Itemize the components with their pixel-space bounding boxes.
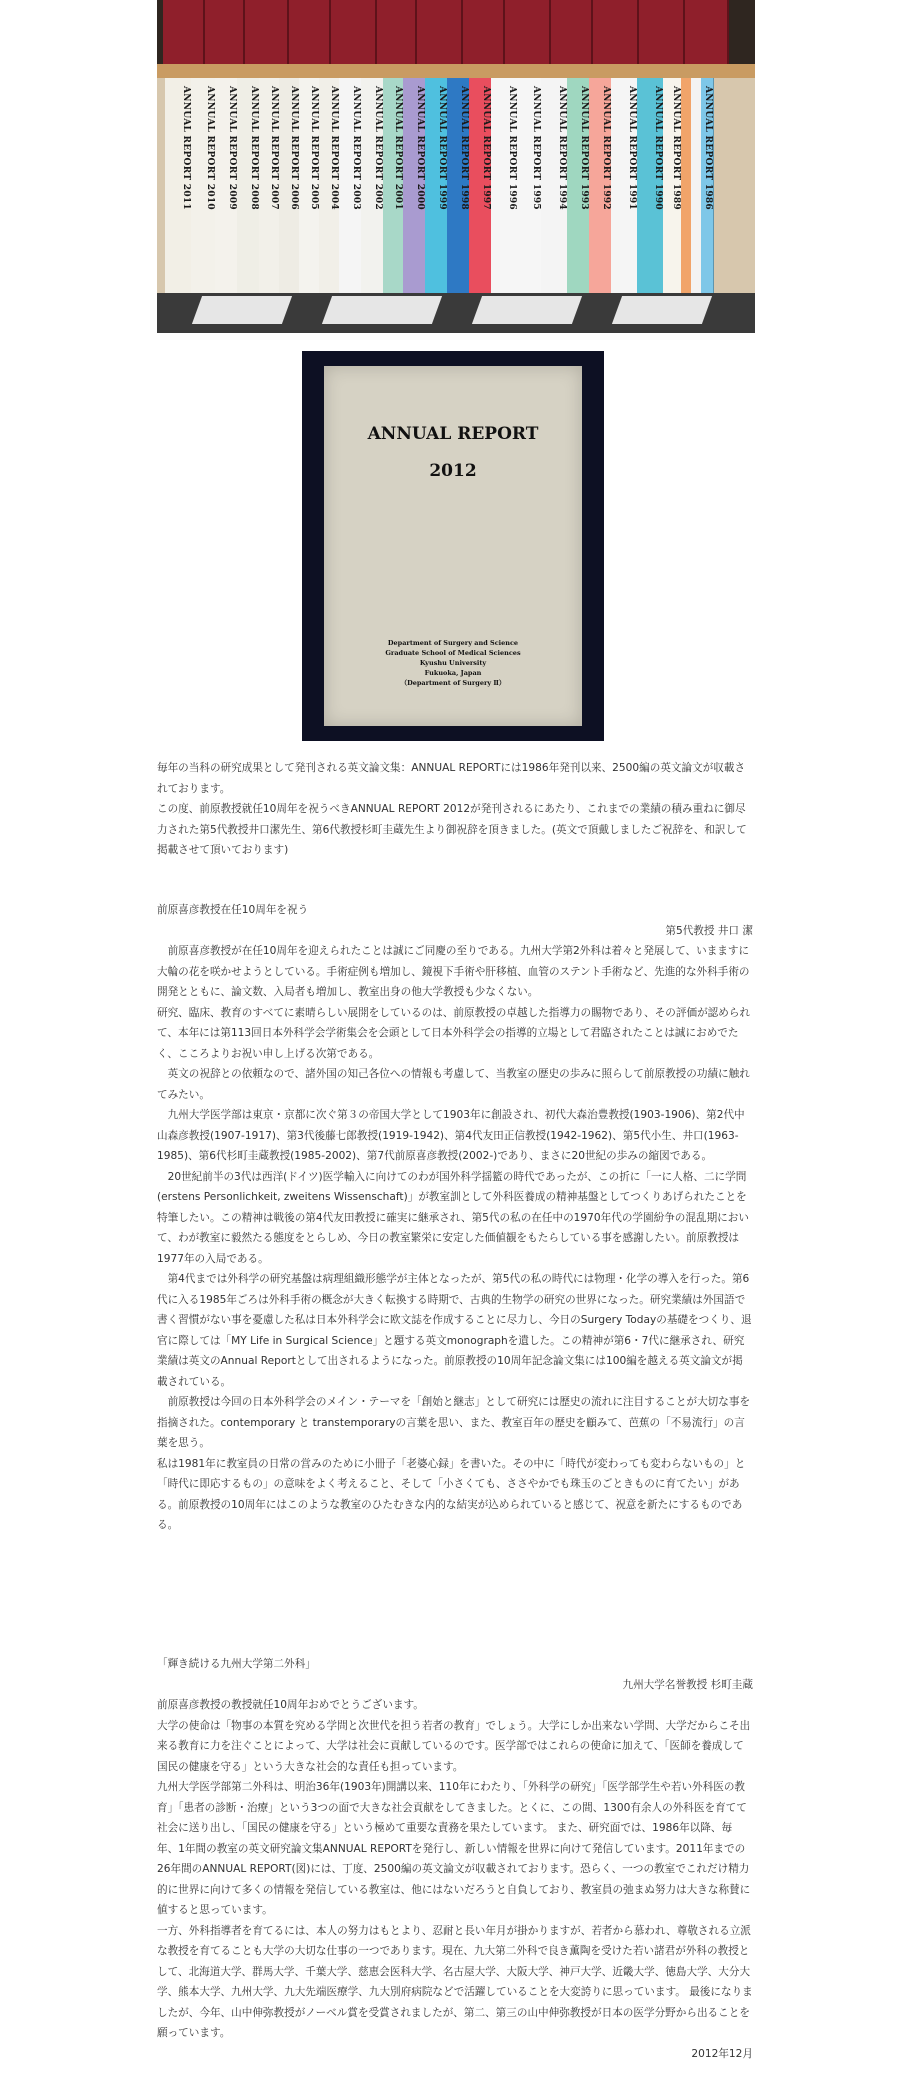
spine-label: ANNUAL REPORT 2004 (329, 86, 339, 210)
report-spine (611, 78, 638, 293)
report-spine (361, 78, 384, 293)
spine-label: ANNUAL REPORT 2001 (393, 86, 403, 210)
annual-report-spines (165, 78, 747, 293)
intro-paragraph: 毎年の当科の研究成果として発刊される英文論文集：ANNUAL REPORTには1986年発刊以来、2500編の英文論文が収載されております。 (157, 762, 746, 795)
spine-label: ANNUAL REPORT 2009 (227, 86, 237, 210)
body-paragraph: 前原教授は今回の日本外科学会のメイン・テーマを「創始と継志」として研究には歴史の流れに注目することが大切な事を指摘された。contemporary と transtemporaryの言葉を思い、また、教室百年の歴史を顧みて、芭蕉の「不易流行」の言葉を思う。 (157, 1396, 751, 1449)
report-spine (425, 78, 448, 293)
body-paragraph: 第4代までは外科学の研究基盤は病理組織形態学が主体となったが、第5代の私の時代には物理・化学の導入を行った。第6代に入る1985年ごろは外科手術の概念が大きく転換する時期で、古典的生物学の研究の世界になった。研究業績は外国語で書く習慣がない事を憂慮した私は日本外科学会に欧文誌を作成することに尽力し、今日のSurgery Todayの基礎をつくり、退官に際しては「MY Life in Surgical Science」と題する英文monographを遺した。この精神が第6・7代に継承され、研究業績は英文のAnnual Reportとして出されるようになった。前原教授の10周年記念論文集には100編を越える英文論文が掲載されている。 (157, 1273, 752, 1388)
spine-label: ANNUAL REPORT 1994 (557, 86, 567, 210)
body-paragraph: 20世紀前半の3代は西洋(ドイツ)医学輸入に向けてのわが国外科学揺籃の時代であったが、この折に「一に人格、二に学問(erstens Personlichkeit, zweitens Wissenschaft)」が教室訓として外科医養成の精神基盤としてつくりあげられたことを特筆したい。この精神は戦後の第4代友田教授に確実に継承され、第5代の私の在任中の1970年代の学園紛争の混乱期において、わが教室に毅然たる態度をとらしめ、今日の教室繁栄に安定した価値観をもたらしている事を感謝したい。前原教授は1977年の入局である。 (157, 1170, 749, 1265)
report-spine (339, 78, 362, 293)
cover-year: 2012 (429, 461, 477, 481)
body-paragraph: 研究、臨床、教育のすべてに素晴らしい展開をしているのは、前原教授の卓越した指導力の賜物であり、その評価が認められて、本年には第113回日本外科学会学術集会を会頭として日本外科学会の指導的立場として君臨されたことは誠におめでたく、こころよりお祝い申し上げる次第である。 (157, 1006, 751, 1060)
spine-label: ANNUAL REPORT 1996 (507, 86, 517, 210)
spine-label: ANNUAL REPORT 2003 (351, 86, 361, 210)
spine-label: ANNUAL REPORT 1997 (481, 86, 491, 210)
report-spine (541, 78, 568, 293)
report-spine (165, 78, 192, 293)
spine-label: ANNUAL REPORT 2010 (205, 86, 215, 210)
spine-label: ANNUAL REPORT 1995 (531, 86, 541, 210)
spine-label: ANNUAL REPORT 1989 (671, 86, 681, 210)
report-spine (279, 78, 300, 293)
body-paragraph: 前原喜彦教授が在任10周年を迎えられたことは誠にご同慶の至りである。九州大学第2外科は着々と発展して、いまますに大輪の花を咲かせようとしている。手術症例も増加し、鏡視下手術や肝移植、血管のステント手術など、先進的な外科手術の開発とともに、論文数、入局者も増加し、教室出身の他大学教授も少なくない。 (157, 945, 750, 998)
section-author: 第5代教授 井口 潔 (665, 924, 753, 937)
body-paragraph: 英文の祝辞との依頼なので、諸外国の知己各位への情報も考慮して、当教室の歴史の歩みに照らして前原教授の功績に触れてみたい。 (157, 1068, 750, 1101)
spine-label: ANNUAL REPORT 2002 (373, 86, 383, 210)
annual-report-2012-cover-photo (302, 351, 604, 741)
report-spine (491, 78, 518, 293)
report-cover (324, 366, 582, 726)
body-paragraph: 大学の使命は「物事の本質を究める学問と次世代を担う若者の教育」でしょう。大学にしか出来ない学問、大学だからこそ出来る教育に力を注ぐことによって、大学は社会に貢献しているのです。医学部ではこれらの使命に加えて、「医師を養成して国民の健康を守る」という大きな社会的な責任も担っています。 (157, 1719, 751, 1773)
congratulations-section-2 (157, 1654, 753, 2064)
report-spine (383, 78, 404, 293)
report-spine (259, 78, 280, 293)
section-title: 前原喜彦教授在任10周年を祝う (157, 904, 309, 916)
report-spine (469, 78, 492, 293)
spine-label: ANNUAL REPORT 2007 (269, 86, 279, 210)
congratulations-section-1 (157, 900, 753, 1536)
report-spine (701, 78, 714, 293)
report-spine (237, 78, 260, 293)
spine-label: ANNUAL REPORT 1992 (601, 86, 611, 210)
body-paragraph: 九州大学医学部は東京・京都に次ぐ第３の帝国大学として1903年に創設され、初代大森治豊教授(1903-1906)、第2代中山森彦教授(1907-1917)、第3代後藤七郎教授(1919-1942)、第4代友田正信教授(1942-1962)、第5代小生、井口(1963-1985)、第6代杉町圭蔵教授(1985-2002)、第7代前原喜彦教授(2002-)であり、まさに20世紀の歩みの縮図である。 (157, 1109, 745, 1162)
section-body (157, 941, 753, 1536)
body-paragraph: 前原喜彦教授の教授就任10周年おめでとうございます。 (157, 1699, 424, 1711)
spine-label: ANNUAL REPORT 2011 (181, 86, 191, 210)
section-author: 九州大学名誉教授 杉町圭蔵 (622, 1678, 753, 1691)
report-spine (663, 78, 682, 293)
report-spine (191, 78, 216, 293)
cover-dept-line: Department of Surgery and Science (387, 639, 519, 647)
report-spine (319, 78, 340, 293)
shelf-board (157, 64, 755, 78)
cover-department (324, 638, 582, 688)
spine-label: ANNUAL REPORT 1991 (627, 86, 637, 210)
spine-label: ANNUAL REPORT 2000 (415, 86, 425, 210)
section-body (157, 1695, 753, 2044)
spine-label: ANNUAL REPORT 1986 (703, 86, 713, 210)
spine-label: ANNUAL REPORT 1993 (579, 86, 589, 210)
shelf-top-row (157, 0, 755, 64)
section-date: 2012年12月 (691, 2047, 753, 2060)
report-spine (517, 78, 542, 293)
report-spine (637, 78, 664, 293)
cover-dept-line: Fukuoka, Japan (424, 669, 482, 677)
report-spine (299, 78, 320, 293)
intro-text (157, 758, 753, 861)
section-title: 「輝き続ける九州大学第二外科」 (157, 1658, 316, 1670)
cover-dept-line: （Department of Surgery Ⅱ） (400, 679, 506, 687)
spine-label: ANNUAL REPORT 2006 (289, 86, 299, 210)
spine-label: ANNUAL REPORT 1999 (437, 86, 447, 210)
report-spine (567, 78, 590, 293)
intro-paragraph: この度、前原教授就任10周年を祝うべきANNUAL REPORT 2012が発刊されるにあたり、これまでの業績の積み重ねに御尽力された第5代教授井口潔先生、第6代教授杉町圭蔵先生より御祝辞を頂きました。(英文で頂戴しましたご祝辞を、和訳して掲載させて頂いております) (157, 803, 747, 856)
body-paragraph: 一方、外科指導者を育てるには、本人の努力はもとより、忍耐と長い年月が掛かりますが、若者から慕われ、尊敬される立派な教授を育てることも大学の大切な仕事の一つであります。現在、九大第二外科で良き薫陶を受けた若い諸君が外科の教授として、北海道大学、群馬大学、千葉大学、慈恵会医科大学、名古屋大学、大阪大学、神戸大学、近畿大学、徳島大学、大分大学、熊本大学、九州大学、九大先端医療学、九大別府病院などで活躍していることを大変誇りに思っています。 最後になりましたが、今年、山中伸弥教授がノーベル賞を受賞されましたが、第二、第三の山中伸弥教授が日本の医学分野から出ることを願っています。 (157, 1924, 753, 2039)
report-spine (447, 78, 470, 293)
report-spine (403, 78, 426, 293)
spine-label: ANNUAL REPORT 2005 (309, 86, 319, 210)
cover-dept-line: Kyushu University (419, 659, 487, 667)
spine-label: ANNUAL REPORT 1990 (653, 86, 663, 210)
spine-label: ANNUAL REPORT 2008 (249, 86, 259, 210)
cover-title: ANNUAL REPORT (367, 424, 539, 444)
body-paragraph: 私は1981年に教室員の日常の営みのために小冊子「老婆心録」を書いた。その中に「時代が変わっても変わらないもの」と「時代に即応するもの」の意味をよく考えること、そして「小さくても、ささやかでも珠玉のごときものに育てたい」がある。前原教授の10周年にはこのような教室のひたむきな内的な結実が込められていると感じて、祝意を新たにするものである。 (157, 1457, 746, 1531)
body-paragraph: 九州大学医学部第二外科は、明治36年(1903年)開講以来、110年にわたり、「外科学の研究」「医学部学生や若い外科医の教育」「患者の診断・治療」という3つの面で大きな社会貢献をしてきました。とくに、この間、1300有余人の外科医を育てて社会に送り出し、「国民の健康を守る」という極めて重要な責務を果たしています。 また、研究面では、1986年以降、毎年、1年間の教室の英文研究論文集ANNUAL REPORTを発行し、新しい情報を世界に向けて発信しています。2011年までの26年間のANNUAL REPORT(図)には、丁度、2500編の英文論文が収載されております。恐らく、一つの教室でこれだけ精力的に世界に向けて多くの情報を発信している教室は、他にはないだろうと自負しており、教室員の弛まぬ努力は大きな称賛に値すると思っています。 (157, 1781, 751, 1916)
bookshelf-photo (157, 0, 755, 333)
cover-dept-line: Graduate School of Medical Sciences (385, 649, 521, 657)
spine-label: ANNUAL REPORT 1998 (459, 86, 469, 210)
report-spine (215, 78, 238, 293)
report-spine (589, 78, 612, 293)
